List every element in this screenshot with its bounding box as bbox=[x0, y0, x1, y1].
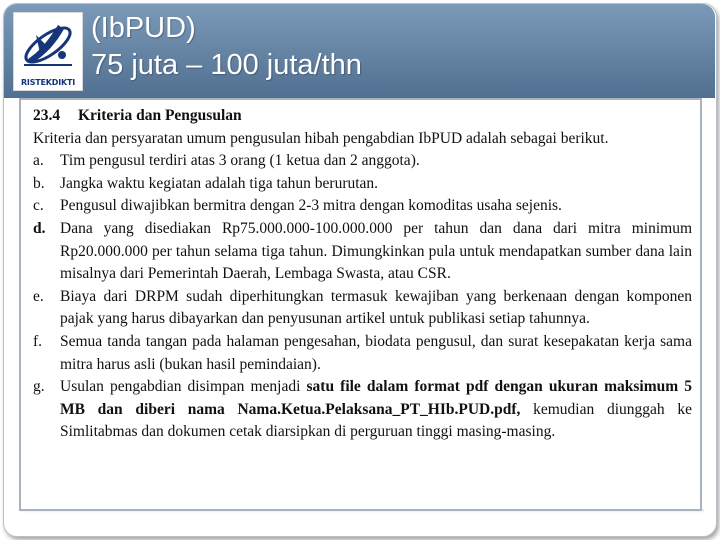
list-item-a bbox=[33, 150, 692, 173]
section-title: Kriteria dan Pengusulan bbox=[78, 107, 242, 124]
list-text: Jangka waktu kegiatan adalah tiga tahun berurutan. bbox=[60, 174, 379, 192]
ristekdikti-emblem-icon bbox=[18, 15, 78, 73]
list-letter: e. bbox=[33, 287, 44, 305]
list-item-g bbox=[33, 376, 692, 444]
document-excerpt bbox=[19, 98, 702, 511]
list-text bbox=[60, 376, 692, 444]
title-line-2: 75 juta – 100 juta/thn bbox=[91, 49, 362, 81]
list-item-e bbox=[33, 286, 692, 331]
list-text: Semua tanda tangan pada halaman pengesahan, biodata pengusul, dan surat kesepakatan kerja sama mitra harus asli (bukan hasil pemindaian). bbox=[60, 332, 692, 373]
ristekdikti-logo bbox=[13, 12, 83, 91]
list-item-d bbox=[33, 218, 692, 286]
list-item-c bbox=[33, 195, 692, 218]
list-letter: b. bbox=[33, 174, 45, 192]
list-text-plain: Usulan pengabdian disimpan menjadi bbox=[60, 378, 307, 396]
section-heading bbox=[33, 105, 692, 128]
list-text-bold: satu file dalam format pdf dengan ukuran maksimum 5 MB dan diberi nama Nama.Ketua.Pelaksana_PT_HIb.PUD.pdf, bbox=[60, 378, 692, 418]
list-text: Biaya dari DRPM sudah diperhitungkan termasuk kewajiban yang berkenaan dengan komponen pajak yang harus dibayarkan dan penyusunan artikel untuk publikasi setiap tahunnya. bbox=[60, 287, 692, 328]
slide-header bbox=[4, 4, 715, 98]
intro-paragraph: Kriteria dan persyaratan umum pengusulan hibah pengabdian IbPUD adalah sebagai berikut. bbox=[33, 129, 609, 147]
title-line-1: (IbPUD) bbox=[91, 12, 196, 44]
list-letter: f. bbox=[33, 332, 43, 350]
section-number: 23.4 bbox=[33, 107, 61, 124]
slide-title bbox=[91, 10, 362, 84]
list-item-b bbox=[33, 173, 692, 196]
list-letter: g. bbox=[33, 378, 45, 396]
list-letter: d. bbox=[33, 219, 46, 237]
list-letter: c. bbox=[33, 197, 44, 215]
list-text: Pengusul diwajibkan bermitra dengan 2-3 mitra dengan komoditas usaha sejenis. bbox=[60, 197, 562, 215]
list-letter: a. bbox=[33, 152, 44, 170]
list-text: Tim pengusul terdiri atas 3 orang (1 ketua dan 2 anggota). bbox=[60, 152, 420, 170]
list-text: Dana yang disediakan Rp75.000.000-100.000.000 per tahun dan dana dari mitra minimum Rp20.000.000 per tahun selama tiga tahun. Dimungkinkan pula untuk mendapatkan sumber dana lain misalnya dari Pemerintah Daerah, Lembaga Swasta, atau CSR. bbox=[60, 219, 692, 283]
list-text-plain-end: kemudian diunggah ke Simlitabmas dan dokumen cetak diarsipkan di perguruan tinggi masing-masing. bbox=[60, 400, 692, 441]
logo-text: RISTEKDIKTI bbox=[20, 78, 76, 87]
list-item-f bbox=[33, 331, 692, 376]
